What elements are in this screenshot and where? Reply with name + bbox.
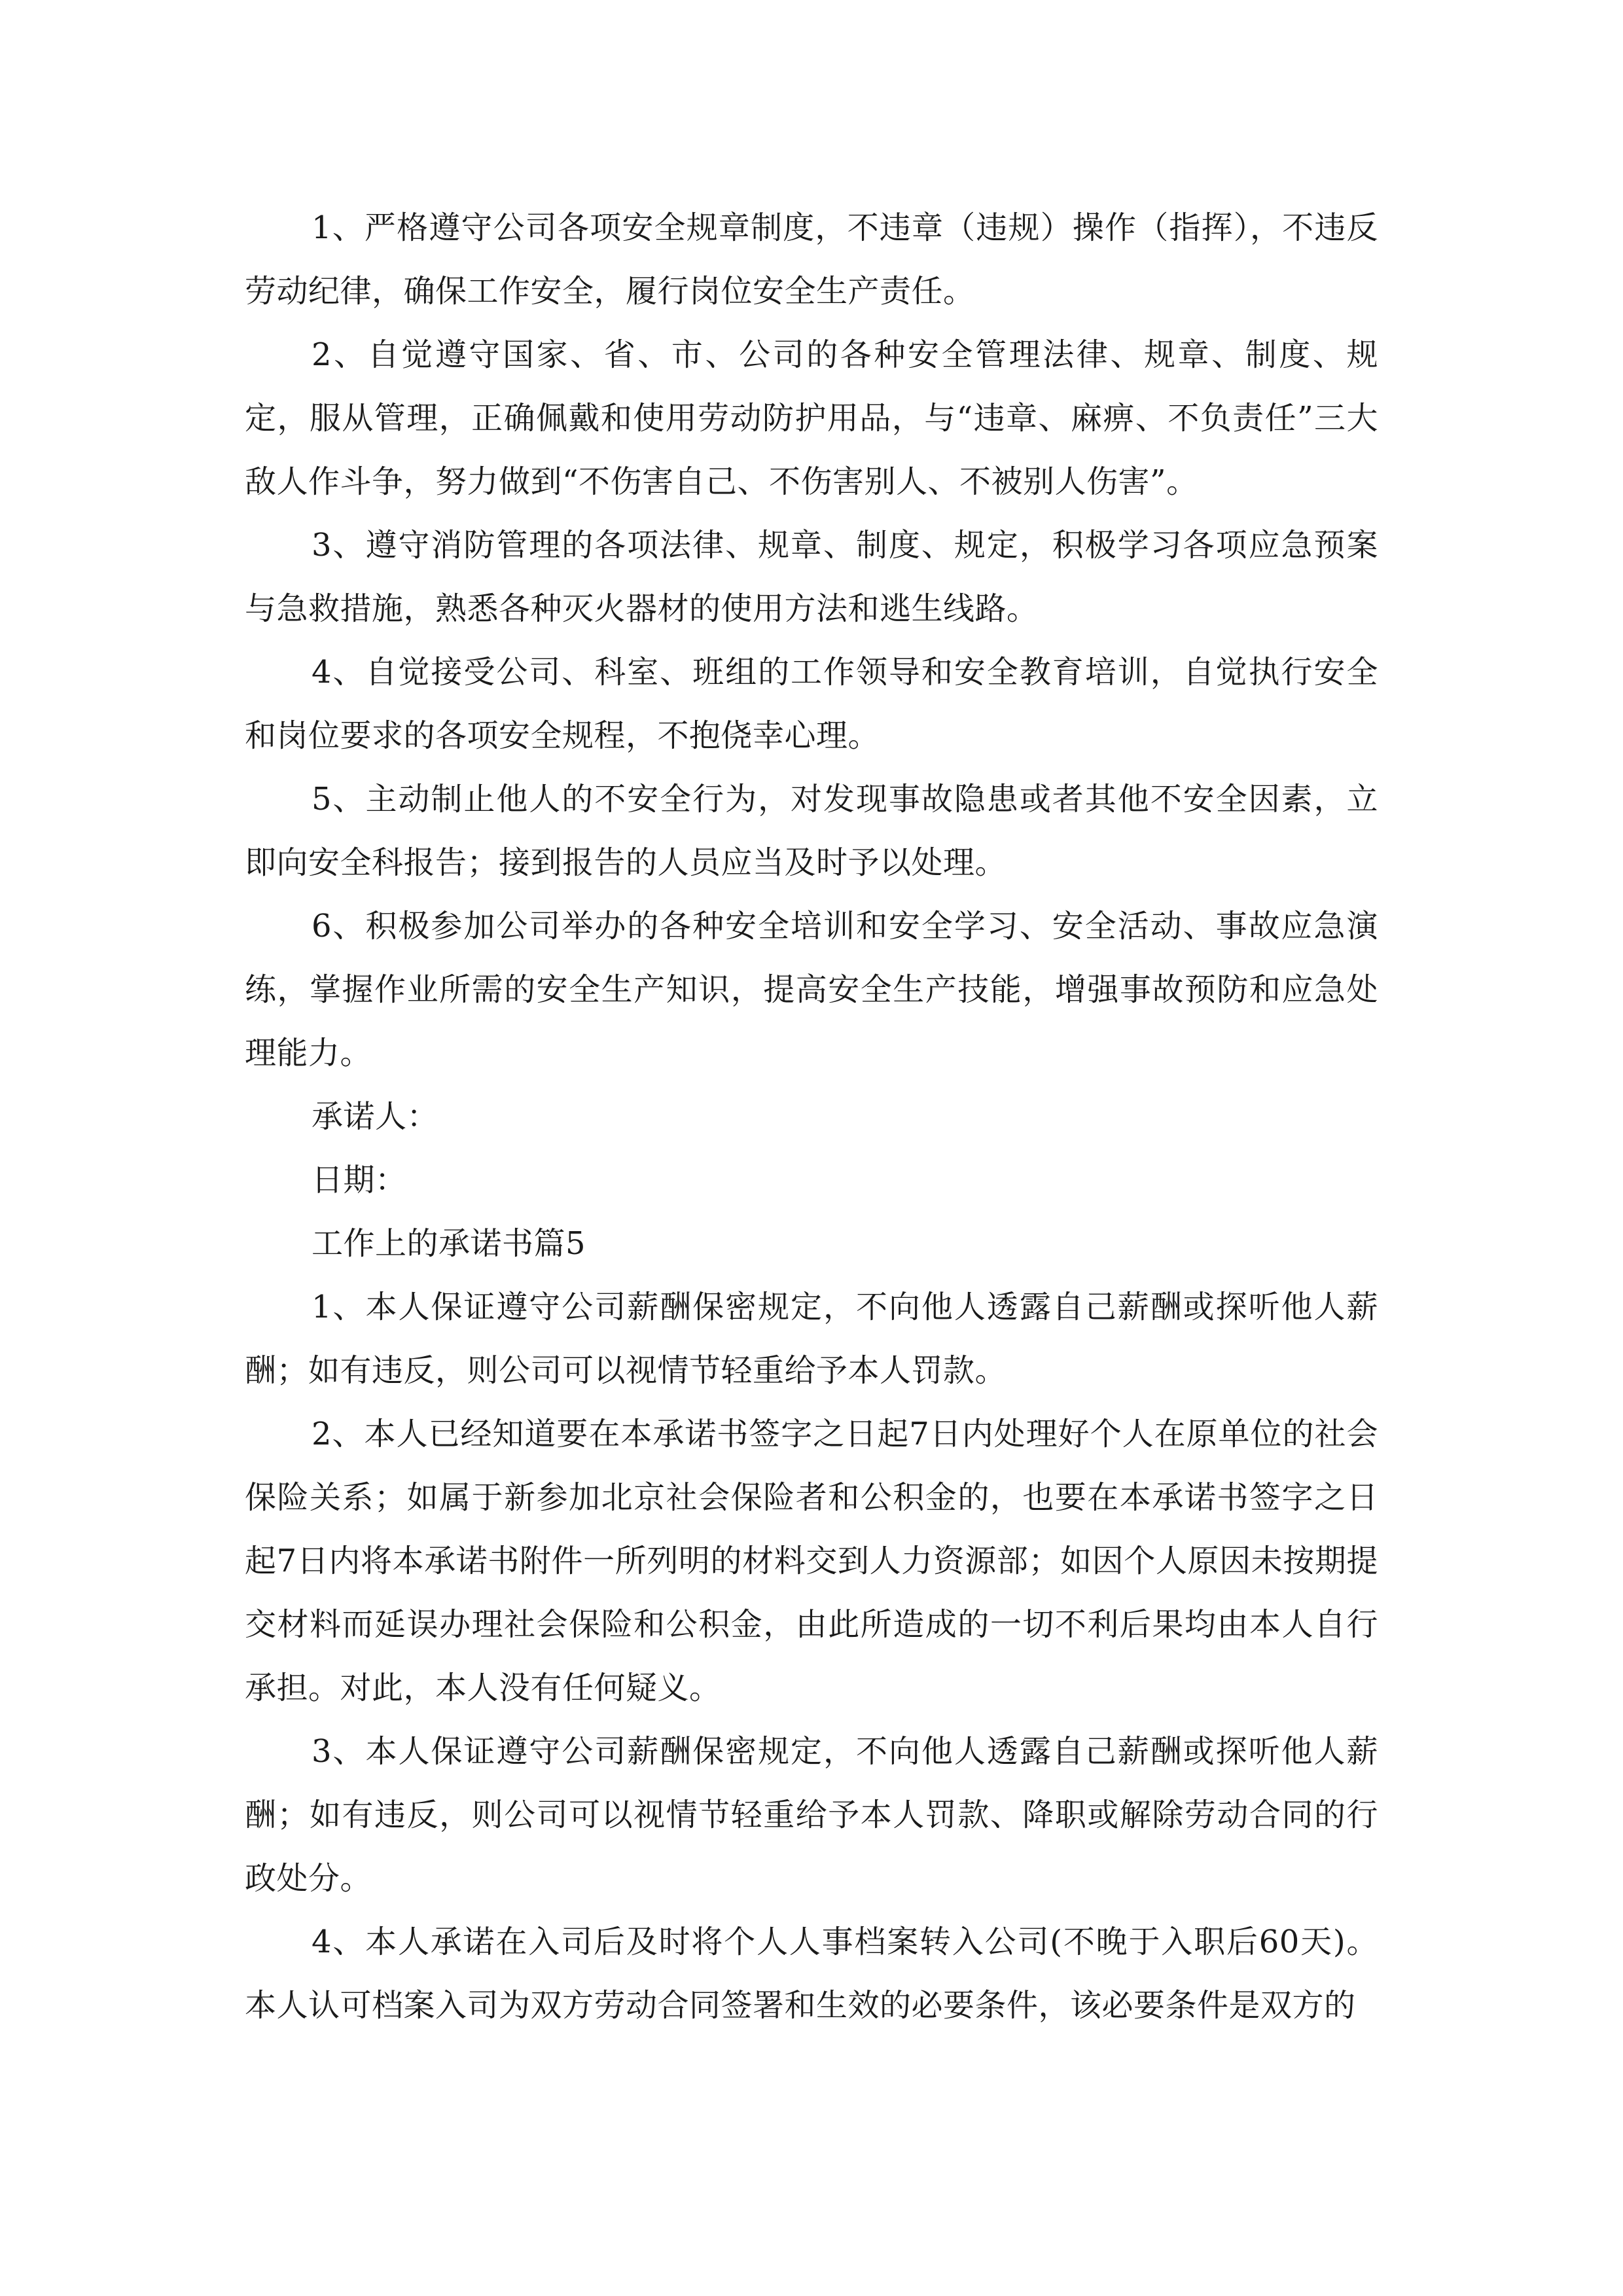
promisor-signature-line: 承诺人： bbox=[312, 1098, 439, 1135]
paragraph-commitment-4: 4、本人承诺在入司后及时将个人人事档案转入公司(不晚于入职后60天)。本人认可档案入司为双方劳动合同签署和生效的必要条件，该必要条件是双方的 bbox=[245, 1924, 1378, 2024]
paragraph-safety-rule-2: 2、自觉遵守国家、省、市、公司的各种安全管理法律、规章、制度、规定，服从管理，正确佩戴和使用劳动防护用品，与“违章、麻痹、不负责任”三大敌人作斗争，努力做到“不伤害自己、不伤害别人、不被别人伤害”。 bbox=[245, 336, 1378, 500]
paragraph-commitment-2: 2、本人已经知道要在本承诺书签字之日起7日内处理好个人在原单位的社会保险关系；如属于新参加北京社会保险者和公积金的，也要在本承诺书签字之日起7日内将本承诺书附件一所列明的材料交到人力资源部；如因个人原因未按期提交材料而延误办理社会保险和公积金，由此所造成的一切不利后果均由本人自行承担。对此，本人没有任何疑义。 bbox=[245, 1416, 1378, 1706]
paragraph-safety-rule-1: 1、严格遵守公司各项安全规章制度，不违章（违规）操作（指挥），不违反劳动纪律，确保工作安全，履行岗位安全生产责任。 bbox=[245, 209, 1378, 310]
paragraph-safety-rule-4: 4、自觉接受公司、科室、班组的工作领导和安全教育培训，自觉执行安全和岗位要求的各项安全规程，不抱侥幸心理。 bbox=[245, 654, 1378, 754]
paragraph-safety-rule-5: 5、主动制止他人的不安全行为，对发现事故隐患或者其他不安全因素，立即向安全科报告；接到报告的人员应当及时予以处理。 bbox=[245, 781, 1378, 881]
section-title: 工作上的承诺书篇5 bbox=[312, 1225, 586, 1262]
document-body bbox=[245, 196, 1378, 2037]
date-line: 日期： bbox=[312, 1162, 407, 1198]
paragraph-commitment-3: 3、本人保证遵守公司薪酬保密规定，不向他人透露自己薪酬或探听他人薪酬；如有违反，则公司可以视情节轻重给予本人罚款、降职或解除劳动合同的行政处分。 bbox=[245, 1733, 1378, 1897]
paragraph-commitment-1: 1、本人保证遵守公司薪酬保密规定，不向他人透露自己薪酬或探听他人薪酬；如有违反，则公司可以视情节轻重给予本人罚款。 bbox=[245, 1289, 1378, 1389]
paragraph-safety-rule-6: 6、积极参加公司举办的各种安全培训和安全学习、安全活动、事故应急演练，掌握作业所需的安全生产知识，提高安全生产技能，增强事故预防和应急处理能力。 bbox=[245, 908, 1378, 1071]
paragraph-safety-rule-3: 3、遵守消防管理的各项法律、规章、制度、规定，积极学习各项应急预案与急救措施，熟悉各种灭火器材的使用方法和逃生线路。 bbox=[245, 527, 1378, 627]
